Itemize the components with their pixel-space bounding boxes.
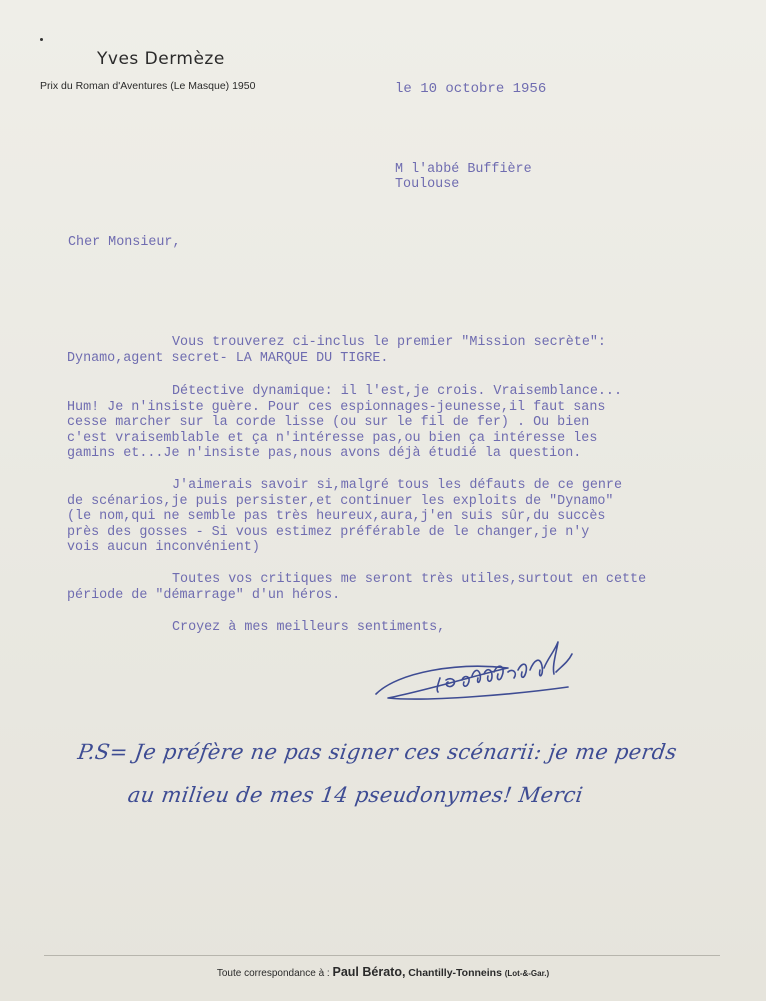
footer-name: Paul Bérato, (332, 965, 406, 979)
body-line: cesse marcher sur la corde lisse (ou sur le fil de fer) . Ou bien (67, 415, 590, 430)
footer-prefix: Toute correspondance à : (216, 968, 330, 979)
body-line: gamins et...Je n'insiste pas,nous avons déjà étudié la question. (67, 446, 582, 461)
salutation: Cher Monsieur, (68, 235, 181, 250)
closing-line: Croyez à mes meilleurs sentiments, (172, 620, 446, 635)
footer-divider (44, 955, 720, 956)
footer-region: (Lot-&-Gar.) (504, 969, 550, 978)
footer (0, 965, 766, 979)
handwritten-signature (368, 632, 628, 712)
postscript-line: P.S= Je préfère ne pas signer ces scénarii: je me perds (76, 740, 679, 764)
letterhead-prize: Prix du Roman d'Aventures (Le Masque) 1950 (40, 80, 256, 92)
body-line: vois aucun inconvénient) (67, 540, 260, 555)
letter-date: le 10 octobre 1956 (395, 81, 547, 97)
recipient-city: Toulouse (395, 177, 460, 192)
footer-place: Chantilly-Tonneins (408, 967, 502, 979)
body-line: près des gosses - Si vous estimez préférable de le changer,je n'y (67, 525, 590, 540)
body-line: Toutes vos critiques me seront très utiles,surtout en cette (172, 572, 647, 587)
recipient-name: M l'abbé Buffière (395, 162, 532, 177)
body-line: c'est vraisemblable et ça n'intéresse pas,ou bien ça intéresse les (67, 431, 598, 446)
body-line: de scénarios,je puis persister,et continuer les exploits de "Dynamo" (67, 494, 614, 509)
body-line: J'aimerais savoir si,malgré tous les défauts de ce genre (172, 478, 622, 493)
body-line: période de "démarrage" d'un héros. (67, 588, 341, 603)
letterhead-name: Yves Dermèze (97, 49, 225, 69)
body-line: (le nom,qui ne semble pas très heureux,aura,j'en suis sûr,du succès (67, 509, 606, 524)
body-line: Dynamo,agent secret- LA MARQUE DU TIGRE. (67, 351, 389, 366)
postscript-line: au milieu de mes 14 pseudonymes! Merci (126, 783, 585, 807)
paper-speck (40, 38, 43, 41)
body-line: Détective dynamique: il l'est,je crois. Vraisemblance... (172, 384, 622, 399)
body-line: Vous trouverez ci-inclus le premier "Mission secrète": (172, 335, 606, 350)
body-line: Hum! Je n'insiste guère. Pour ces espionnages-jeunesse,il faut sans (67, 400, 606, 415)
